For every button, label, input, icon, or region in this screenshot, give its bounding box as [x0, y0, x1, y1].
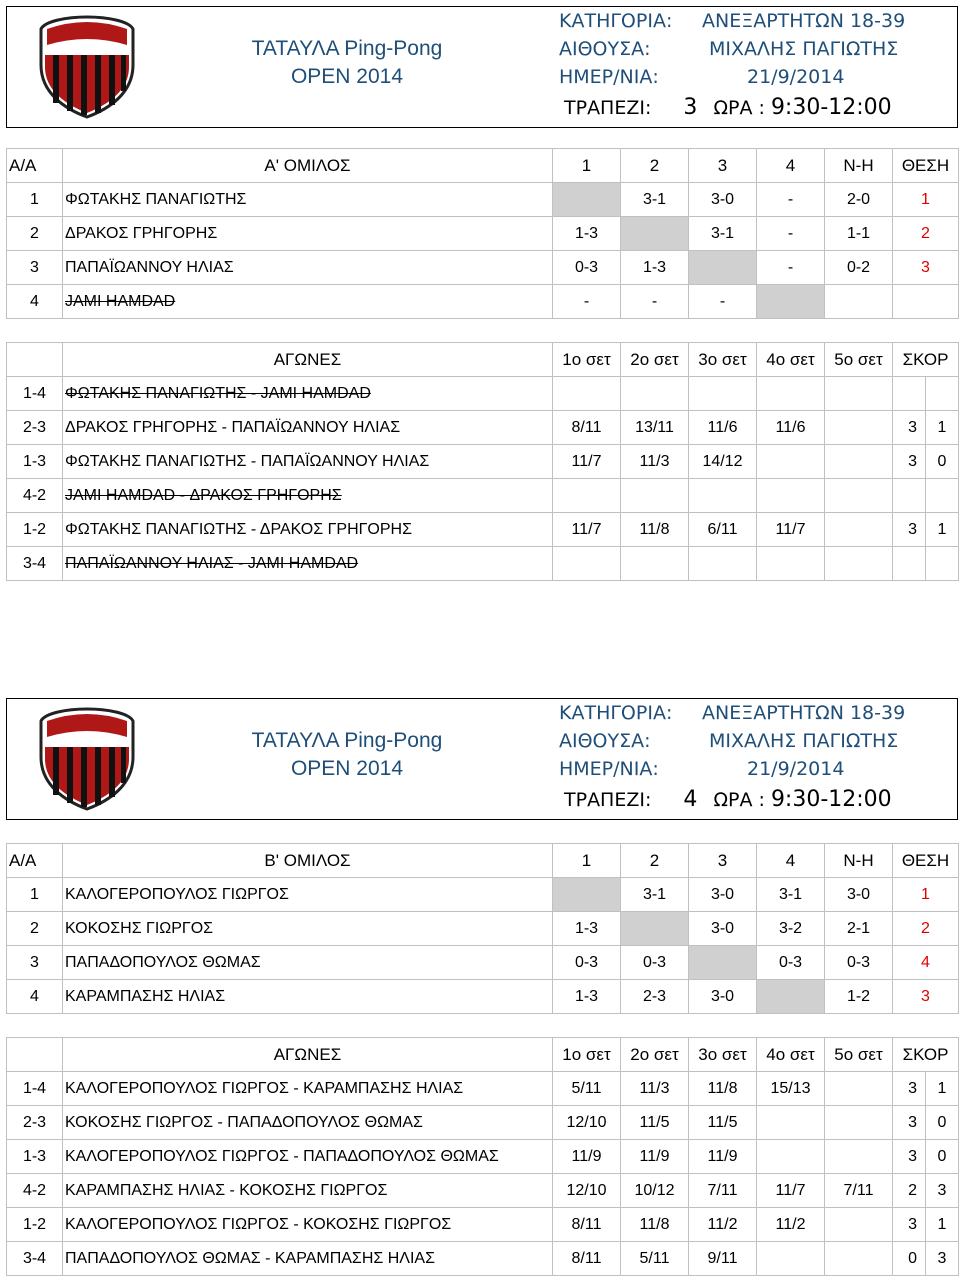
- row-number: 3: [7, 946, 63, 980]
- score-home: 0: [893, 1242, 926, 1276]
- result-vs-3: 3-0: [689, 980, 757, 1014]
- result-vs-2: 3-1: [621, 878, 689, 912]
- wins-losses: 3-0: [825, 878, 893, 912]
- position: 4: [893, 946, 959, 980]
- score-away: 1: [926, 411, 959, 445]
- set-3-score: [689, 479, 757, 513]
- result-vs-2: 0-3: [621, 946, 689, 980]
- set-1-score: [553, 377, 621, 411]
- position: 2: [893, 912, 959, 946]
- set-3-score: 11/9: [689, 1140, 757, 1174]
- score-home: 2: [893, 1174, 926, 1208]
- category-value: ΑΝΕΞΑΡΤΗΤΩΝ 18-39: [702, 10, 906, 32]
- set-5-score: [825, 411, 893, 445]
- wins-losses: 0-3: [825, 946, 893, 980]
- wins-losses: 2-0: [825, 183, 893, 217]
- player-name: ΚΑΡΑΜΠΑΣΗΣ ΗΛΙΑΣ: [63, 980, 553, 1014]
- match-pair: 2-3: [7, 411, 63, 445]
- set-4-score: [757, 377, 825, 411]
- score-away: 1: [926, 1208, 959, 1242]
- position: 2: [893, 217, 959, 251]
- column-header: Ν-Η: [825, 149, 893, 183]
- matches-header-row: [7, 343, 959, 377]
- title-line1: ΤΑΤΑΥΛΑ Ping-Pong: [251, 729, 443, 752]
- set-1-score: 5/11: [553, 1072, 621, 1106]
- set-4-score: [757, 1140, 825, 1174]
- position: 1: [893, 183, 959, 217]
- standings-row: [7, 946, 959, 980]
- result-vs-4: [757, 980, 825, 1014]
- match-row: [7, 411, 959, 445]
- result-vs-1: 1-3: [553, 217, 621, 251]
- match-pair: 1-2: [7, 513, 63, 547]
- set-1-score: [553, 479, 621, 513]
- empty-cell: [7, 343, 63, 377]
- column-header: 2: [621, 844, 689, 878]
- time-value: 9:30-12:00: [770, 787, 892, 812]
- result-vs-2: 1-3: [621, 251, 689, 285]
- score-home: 3: [893, 411, 926, 445]
- match-pair: 4-2: [7, 1174, 63, 1208]
- match-players: ΦΩΤΑΚΗΣ ΠΑΝΑΓΙΩΤΗΣ - ΔΡΑΚΟΣ ΓΡΗΓΟΡΗΣ: [63, 513, 553, 547]
- standings-row: [7, 183, 959, 217]
- result-vs-1: 0-3: [553, 946, 621, 980]
- result-vs-1: 0-3: [553, 251, 621, 285]
- column-header: 1ο σετ: [553, 343, 621, 377]
- club-logo: [37, 15, 137, 119]
- standings-row: [7, 980, 959, 1014]
- wins-losses: 0-2: [825, 251, 893, 285]
- score-away: 0: [926, 1106, 959, 1140]
- column-header: 2ο σετ: [621, 1038, 689, 1072]
- match-players: ΠΑΠΑΔΟΠΟΥΛΟΣ ΘΩΜΑΣ - ΚΑΡΑΜΠΑΣΗΣ ΗΛΙΑΣ: [63, 1242, 553, 1276]
- date-label: ΗΜΕΡ/ΝΙΑ:: [559, 66, 659, 88]
- player-name: ΠΑΠΑΔΟΠΟΥΛΟΣ ΘΩΜΑΣ: [63, 946, 553, 980]
- set-3-score: 14/12: [689, 445, 757, 479]
- result-vs-3: 3-0: [689, 912, 757, 946]
- score-home: 3: [893, 1072, 926, 1106]
- set-5-score: 7/11: [825, 1174, 893, 1208]
- column-header: 4ο σετ: [757, 343, 825, 377]
- result-vs-4: -: [757, 251, 825, 285]
- match-players: ΠΑΠΑΪΩΑΝΝΟΥ ΗΛΙΑΣ - JAMI HAMDAD: [63, 547, 553, 581]
- hall-label: ΑΙΘΟΥΣΑ:: [559, 38, 651, 60]
- result-vs-2: -: [621, 285, 689, 319]
- score-away: 0: [926, 1140, 959, 1174]
- table-label: ΤΡΑΠΕΖΙ:: [564, 97, 652, 119]
- column-header: Α' ΟΜΙΛΟΣ: [63, 149, 553, 183]
- standings-header-row: [7, 844, 959, 878]
- table-label: ΤΡΑΠΕΖΙ:: [564, 789, 652, 811]
- set-4-score: [757, 1106, 825, 1140]
- row-number: 2: [7, 217, 63, 251]
- match-players: ΚΑΡΑΜΠΑΣΗΣ ΗΛΙΑΣ - ΚΟΚΟΣΗΣ ΓΙΩΡΓΟΣ: [63, 1174, 553, 1208]
- column-header: 1: [553, 844, 621, 878]
- position: [893, 285, 959, 319]
- set-1-score: 11/7: [553, 513, 621, 547]
- column-header: 5ο σετ: [825, 1038, 893, 1072]
- column-header: 4ο σετ: [757, 1038, 825, 1072]
- set-3-score: 11/5: [689, 1106, 757, 1140]
- match-pair: 1-3: [7, 445, 63, 479]
- set-1-score: [553, 547, 621, 581]
- set-2-score: 10/12: [621, 1174, 689, 1208]
- match-row: [7, 479, 959, 513]
- table-info: [564, 787, 892, 812]
- row-number: 4: [7, 285, 63, 319]
- match-row: [7, 1106, 959, 1140]
- result-vs-3: 3-0: [689, 183, 757, 217]
- result-vs-3: [689, 946, 757, 980]
- set-1-score: 8/11: [553, 411, 621, 445]
- set-2-score: 11/8: [621, 513, 689, 547]
- result-vs-4: -: [757, 183, 825, 217]
- set-5-score: [825, 1208, 893, 1242]
- set-3-score: 11/2: [689, 1208, 757, 1242]
- category-label: ΚΑΤΗΓΟΡΙΑ:: [559, 702, 673, 724]
- match-pair: 1-4: [7, 1072, 63, 1106]
- result-vs-1: [553, 878, 621, 912]
- wins-losses: [825, 285, 893, 319]
- score-home: 3: [893, 513, 926, 547]
- group-a-standings-table: [6, 148, 959, 319]
- column-header: ΘΕΣΗ: [893, 844, 959, 878]
- column-header: 3ο σετ: [689, 1038, 757, 1072]
- set-1-score: 12/10: [553, 1106, 621, 1140]
- score-home: 3: [893, 1140, 926, 1174]
- match-pair: 1-4: [7, 377, 63, 411]
- row-number: 4: [7, 980, 63, 1014]
- set-5-score: [825, 1140, 893, 1174]
- table-info: [564, 95, 892, 120]
- column-header: Α/Α: [7, 844, 63, 878]
- match-row: [7, 1072, 959, 1106]
- column-header: ΑΓΩΝΕΣ: [63, 343, 553, 377]
- score-away: 1: [926, 1072, 959, 1106]
- title-line1: ΤΑΤΑΥΛΑ Ping-Pong: [251, 37, 443, 60]
- column-header: 2: [621, 149, 689, 183]
- match-row: [7, 445, 959, 479]
- column-header: ΣΚΟΡ: [893, 343, 959, 377]
- column-header: 1: [553, 149, 621, 183]
- score-away: 1: [926, 513, 959, 547]
- match-players: JAMI HAMDAD - ΔΡΑΚΟΣ ΓΡΗΓΟΡΗΣ: [63, 479, 553, 513]
- category-label: ΚΑΤΗΓΟΡΙΑ:: [559, 10, 673, 32]
- group-b-standings-table: [6, 843, 959, 1014]
- time-label: ΩΡΑ :: [713, 789, 765, 811]
- set-3-score: 7/11: [689, 1174, 757, 1208]
- set-4-score: [757, 1242, 825, 1276]
- matches-header-row: [7, 1038, 959, 1072]
- match-players: ΚΟΚΟΣΗΣ ΓΙΩΡΓΟΣ - ΠΑΠΑΔΟΠΟΥΛΟΣ ΘΩΜΑΣ: [63, 1106, 553, 1140]
- column-header: 4: [757, 149, 825, 183]
- hall-value: ΜΙΧΑΛΗΣ ΠΑΓΙΩΤΗΣ: [709, 730, 899, 752]
- set-2-score: 11/3: [621, 445, 689, 479]
- hall-value: ΜΙΧΑΛΗΣ ΠΑΓΙΩΤΗΣ: [709, 38, 899, 60]
- wins-losses: 1-2: [825, 980, 893, 1014]
- match-pair: 2-3: [7, 1106, 63, 1140]
- player-name: ΚΑΛΟΓΕΡΟΠΟΥΛΟΣ ΓΙΩΡΓΟΣ: [63, 878, 553, 912]
- result-vs-4: 3-1: [757, 878, 825, 912]
- player-name: ΦΩΤΑΚΗΣ ΠΑΝΑΓΙΩΤΗΣ: [63, 183, 553, 217]
- standings-row: [7, 912, 959, 946]
- time-value: 9:30-12:00: [770, 95, 892, 120]
- row-number: 1: [7, 878, 63, 912]
- match-pair: 1-2: [7, 1208, 63, 1242]
- wins-losses: 1-1: [825, 217, 893, 251]
- match-players: ΦΩΤΑΚΗΣ ΠΑΝΑΓΙΩΤΗΣ - JAMI HAMDAD: [63, 377, 553, 411]
- column-header: ΘΕΣΗ: [893, 149, 959, 183]
- result-vs-1: 1-3: [553, 912, 621, 946]
- column-header: 3: [689, 149, 757, 183]
- score-away: [926, 547, 959, 581]
- match-pair: 4-2: [7, 479, 63, 513]
- column-header: ΣΚΟΡ: [893, 1038, 959, 1072]
- score-home: [893, 377, 926, 411]
- column-header: 1ο σετ: [553, 1038, 621, 1072]
- match-players: ΚΑΛΟΓΕΡΟΠΟΥΛΟΣ ΓΙΩΡΓΟΣ - ΚΟΚΟΣΗΣ ΓΙΩΡΓΟΣ: [63, 1208, 553, 1242]
- set-4-score: [757, 445, 825, 479]
- result-vs-3: 3-1: [689, 217, 757, 251]
- standings-row: [7, 878, 959, 912]
- result-vs-4: [757, 285, 825, 319]
- match-row: [7, 1208, 959, 1242]
- set-2-score: [621, 377, 689, 411]
- score-away: 3: [926, 1174, 959, 1208]
- set-3-score: [689, 377, 757, 411]
- set-5-score: [825, 377, 893, 411]
- match-players: ΔΡΑΚΟΣ ΓΡΗΓΟΡΗΣ - ΠΑΠΑΪΩΑΝΝΟΥ ΗΛΙΑΣ: [63, 411, 553, 445]
- column-header: 2ο σετ: [621, 343, 689, 377]
- set-2-score: 11/8: [621, 1208, 689, 1242]
- empty-cell: [7, 1038, 63, 1072]
- table-number: 3: [683, 95, 698, 120]
- set-2-score: 13/11: [621, 411, 689, 445]
- player-name: ΔΡΑΚΟΣ ΓΡΗΓΟΡΗΣ: [63, 217, 553, 251]
- result-vs-3: -: [689, 285, 757, 319]
- row-number: 1: [7, 183, 63, 217]
- match-pair: 3-4: [7, 547, 63, 581]
- set-3-score: [689, 547, 757, 581]
- row-number: 3: [7, 251, 63, 285]
- title-line2: OPEN 2014: [290, 65, 404, 88]
- set-3-score: 9/11: [689, 1242, 757, 1276]
- result-vs-1: 1-3: [553, 980, 621, 1014]
- match-pair: 3-4: [7, 1242, 63, 1276]
- player-name: ΚΟΚΟΣΗΣ ΓΙΩΡΓΟΣ: [63, 912, 553, 946]
- player-name: ΠΑΠΑΪΩΑΝΝΟΥ ΗΛΙΑΣ: [63, 251, 553, 285]
- result-vs-2: 3-1: [621, 183, 689, 217]
- set-4-score: [757, 479, 825, 513]
- time-label: ΩΡΑ :: [713, 97, 765, 119]
- date-value: 21/9/2014: [747, 758, 845, 780]
- result-vs-2: [621, 912, 689, 946]
- set-5-score: [825, 513, 893, 547]
- match-pair: 1-3: [7, 1140, 63, 1174]
- group-b-header: [6, 698, 958, 820]
- match-players: ΦΩΤΑΚΗΣ ΠΑΝΑΓΙΩΤΗΣ - ΠΑΠΑΪΩΑΝΝΟΥ ΗΛΙΑΣ: [63, 445, 553, 479]
- standings-row: [7, 217, 959, 251]
- set-2-score: 11/3: [621, 1072, 689, 1106]
- category-value: ΑΝΕΞΑΡΤΗΤΩΝ 18-39: [702, 702, 906, 724]
- set-1-score: 11/9: [553, 1140, 621, 1174]
- score-home: [893, 479, 926, 513]
- column-header: 5ο σετ: [825, 343, 893, 377]
- match-row: [7, 1242, 959, 1276]
- group-a-header: [6, 6, 958, 128]
- match-players: ΚΑΛΟΓΕΡΟΠΟΥΛΟΣ ΓΙΩΡΓΟΣ - ΚΑΡΑΜΠΑΣΗΣ ΗΛΙΑΣ: [63, 1072, 553, 1106]
- title-line2: OPEN 2014: [290, 757, 404, 780]
- position: 3: [893, 251, 959, 285]
- match-row: [7, 547, 959, 581]
- match-row: [7, 1174, 959, 1208]
- standings-row: [7, 251, 959, 285]
- match-row: [7, 513, 959, 547]
- set-4-score: 15/13: [757, 1072, 825, 1106]
- set-2-score: 11/9: [621, 1140, 689, 1174]
- hall-label: ΑΙΘΟΥΣΑ:: [559, 730, 651, 752]
- result-vs-4: -: [757, 217, 825, 251]
- date-label: ΗΜΕΡ/ΝΙΑ:: [559, 758, 659, 780]
- set-2-score: 11/5: [621, 1106, 689, 1140]
- set-2-score: 5/11: [621, 1242, 689, 1276]
- score-home: 3: [893, 1208, 926, 1242]
- column-header: Ν-Η: [825, 844, 893, 878]
- set-3-score: 11/6: [689, 411, 757, 445]
- set-4-score: 11/7: [757, 1174, 825, 1208]
- row-number: 2: [7, 912, 63, 946]
- group-b-matches-table: [6, 1037, 959, 1276]
- player-name: JAMI HAMDAD: [63, 285, 553, 319]
- column-header: 3ο σετ: [689, 343, 757, 377]
- column-header: Α/Α: [7, 149, 63, 183]
- set-1-score: 11/7: [553, 445, 621, 479]
- set-5-score: [825, 479, 893, 513]
- standings-header-row: [7, 149, 959, 183]
- group-a-matches-table: [6, 342, 959, 581]
- set-5-score: [825, 547, 893, 581]
- result-vs-2: [621, 217, 689, 251]
- column-header: ΑΓΩΝΕΣ: [63, 1038, 553, 1072]
- score-away: 3: [926, 1242, 959, 1276]
- position: 3: [893, 980, 959, 1014]
- table-number: 4: [683, 787, 698, 812]
- set-5-score: [825, 445, 893, 479]
- date-value: 21/9/2014: [747, 66, 845, 88]
- set-4-score: 11/7: [757, 513, 825, 547]
- match-row: [7, 377, 959, 411]
- set-2-score: [621, 479, 689, 513]
- set-5-score: [825, 1072, 893, 1106]
- score-home: [893, 547, 926, 581]
- set-5-score: [825, 1242, 893, 1276]
- set-2-score: [621, 547, 689, 581]
- set-1-score: 8/11: [553, 1208, 621, 1242]
- score-away: [926, 479, 959, 513]
- set-4-score: [757, 547, 825, 581]
- match-players: ΚΑΛΟΓΕΡΟΠΟΥΛΟΣ ΓΙΩΡΓΟΣ - ΠΑΠΑΔΟΠΟΥΛΟΣ ΘΩΜΑΣ: [63, 1140, 553, 1174]
- result-vs-1: [553, 183, 621, 217]
- score-home: 3: [893, 445, 926, 479]
- set-4-score: 11/2: [757, 1208, 825, 1242]
- column-header: 4: [757, 844, 825, 878]
- result-vs-4: 3-2: [757, 912, 825, 946]
- score-away: 0: [926, 445, 959, 479]
- score-away: [926, 377, 959, 411]
- result-vs-1: -: [553, 285, 621, 319]
- set-1-score: 12/10: [553, 1174, 621, 1208]
- result-vs-4: 0-3: [757, 946, 825, 980]
- result-vs-3: [689, 251, 757, 285]
- position: 1: [893, 878, 959, 912]
- match-row: [7, 1140, 959, 1174]
- set-3-score: 6/11: [689, 513, 757, 547]
- column-header: Β' ΟΜΙΛΟΣ: [63, 844, 553, 878]
- wins-losses: 2-1: [825, 912, 893, 946]
- set-4-score: 11/6: [757, 411, 825, 445]
- standings-row: [7, 285, 959, 319]
- column-header: 3: [689, 844, 757, 878]
- result-vs-3: 3-0: [689, 878, 757, 912]
- set-1-score: 8/11: [553, 1242, 621, 1276]
- score-home: 3: [893, 1106, 926, 1140]
- club-logo: [37, 707, 137, 811]
- set-3-score: 11/8: [689, 1072, 757, 1106]
- result-vs-2: 2-3: [621, 980, 689, 1014]
- set-5-score: [825, 1106, 893, 1140]
